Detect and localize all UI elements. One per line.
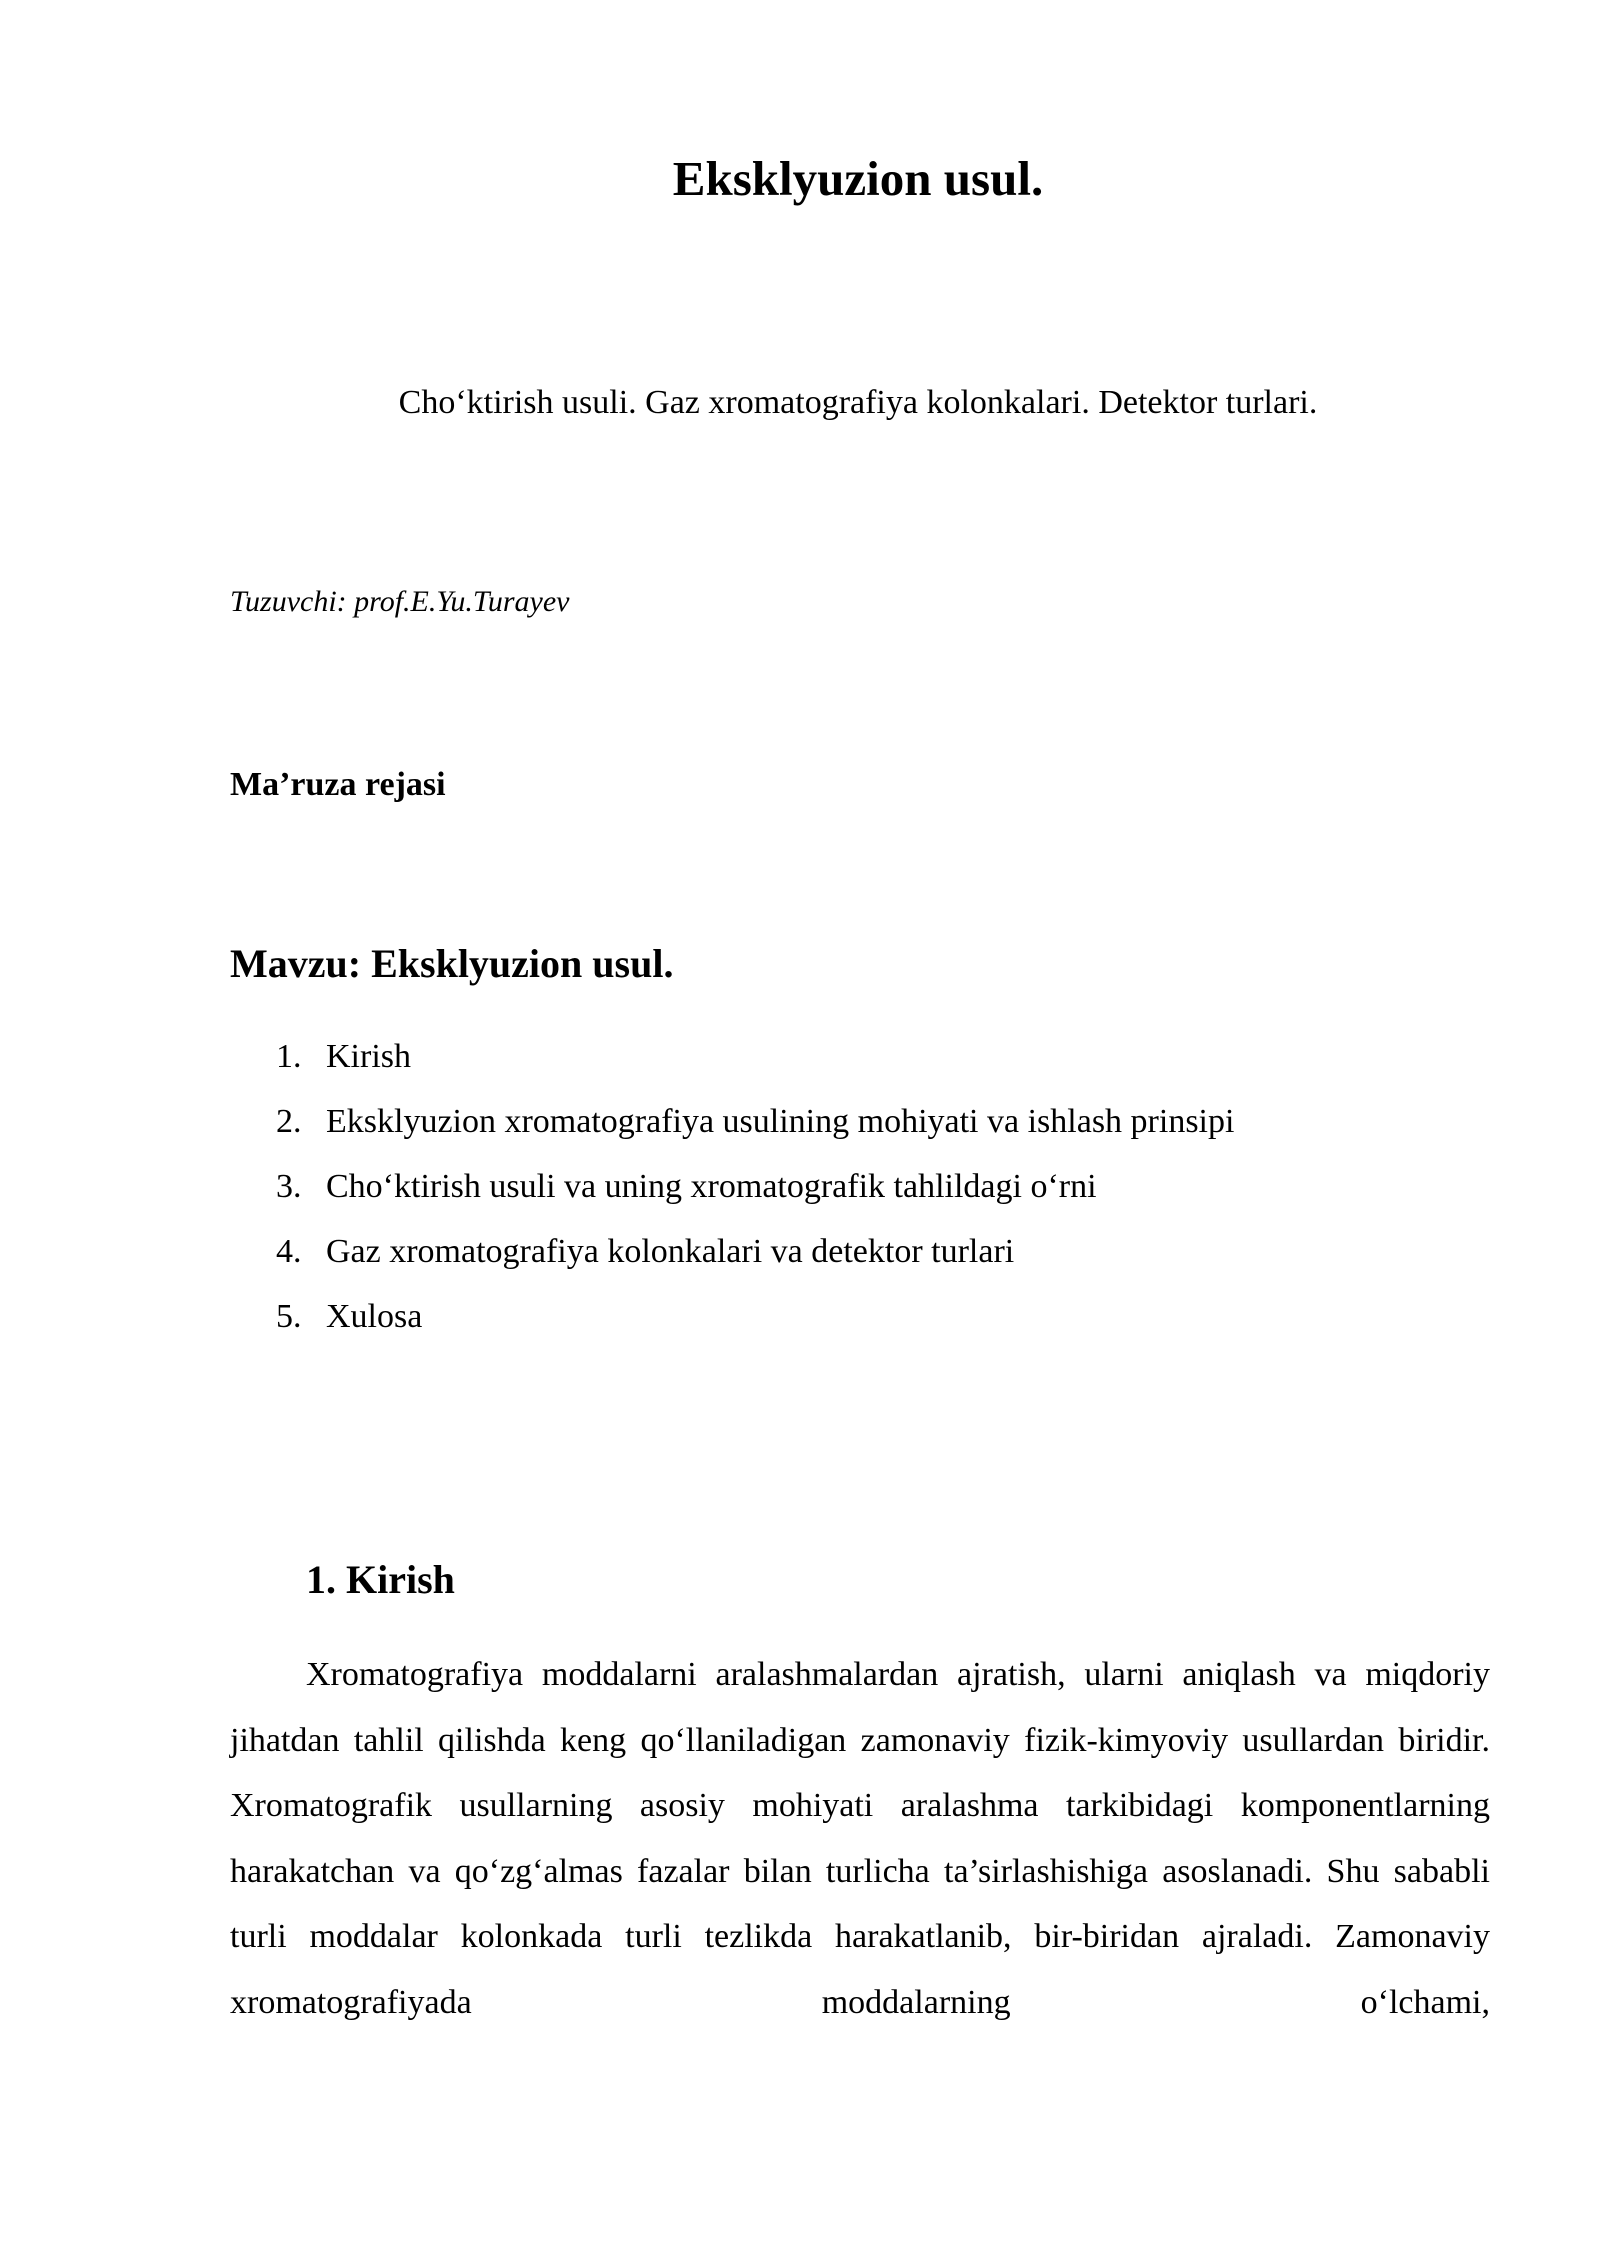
list-item-number: 2.	[276, 1103, 302, 1140]
list-item-number: 1.	[276, 1038, 302, 1075]
list-item-text: Cho‘ktirish usuli va uning xromatografik tahlildagi o‘rni	[326, 1168, 1097, 1205]
list-item-text: Gaz xromatografiya kolonkalari va detektor turlari	[326, 1233, 1015, 1270]
page-title: Eksklyuzion usul.	[672, 151, 1044, 206]
list-item-text: Kirish	[326, 1038, 411, 1075]
section-heading-introduction: 1. Kirish	[306, 1557, 455, 1602]
author-line: Tuzuvchi: prof.E.Yu.Turayev	[230, 585, 570, 618]
introduction-paragraph: Xromatografiya moddalarni aralashmalardan ajratish, ularni aniqlash va miqdoriy jihatdan tahlil qilishda keng qo‘llaniladigan zamonaviy fizik-kimyoviy usullardan biridir. Xromatografik usullarning asosiy mohiyati aralashma tarkibidagi komponentlarning harakatchan va qo‘zg‘almas fazalar bilan turlicha ta’sirlashishiga asoslanadi. Shu sababli turli moddalar kolonkada turli tezlikda harakatlanib, bir-biridan ajraladi. Zamonaviy xromatografiyada moddalarning o‘lchami,	[230, 1656, 1490, 2021]
list-item-number: 5.	[276, 1298, 302, 1335]
list-item-number: 4.	[276, 1233, 302, 1270]
lecture-plan-heading: Ma’ruza rejasi	[230, 766, 446, 803]
list-item-number: 3.	[276, 1168, 302, 1205]
page-subtitle: Cho‘ktirish usuli. Gaz xromatografiya kolonkalari. Detektor turlari.	[398, 384, 1318, 421]
list-item-text: Xulosa	[326, 1298, 423, 1335]
topic-heading: Mavzu: Eksklyuzion usul.	[230, 941, 674, 986]
list-item-text: Eksklyuzion xromatografiya usulining mohiyati va ishlash prinsipi	[326, 1103, 1235, 1140]
